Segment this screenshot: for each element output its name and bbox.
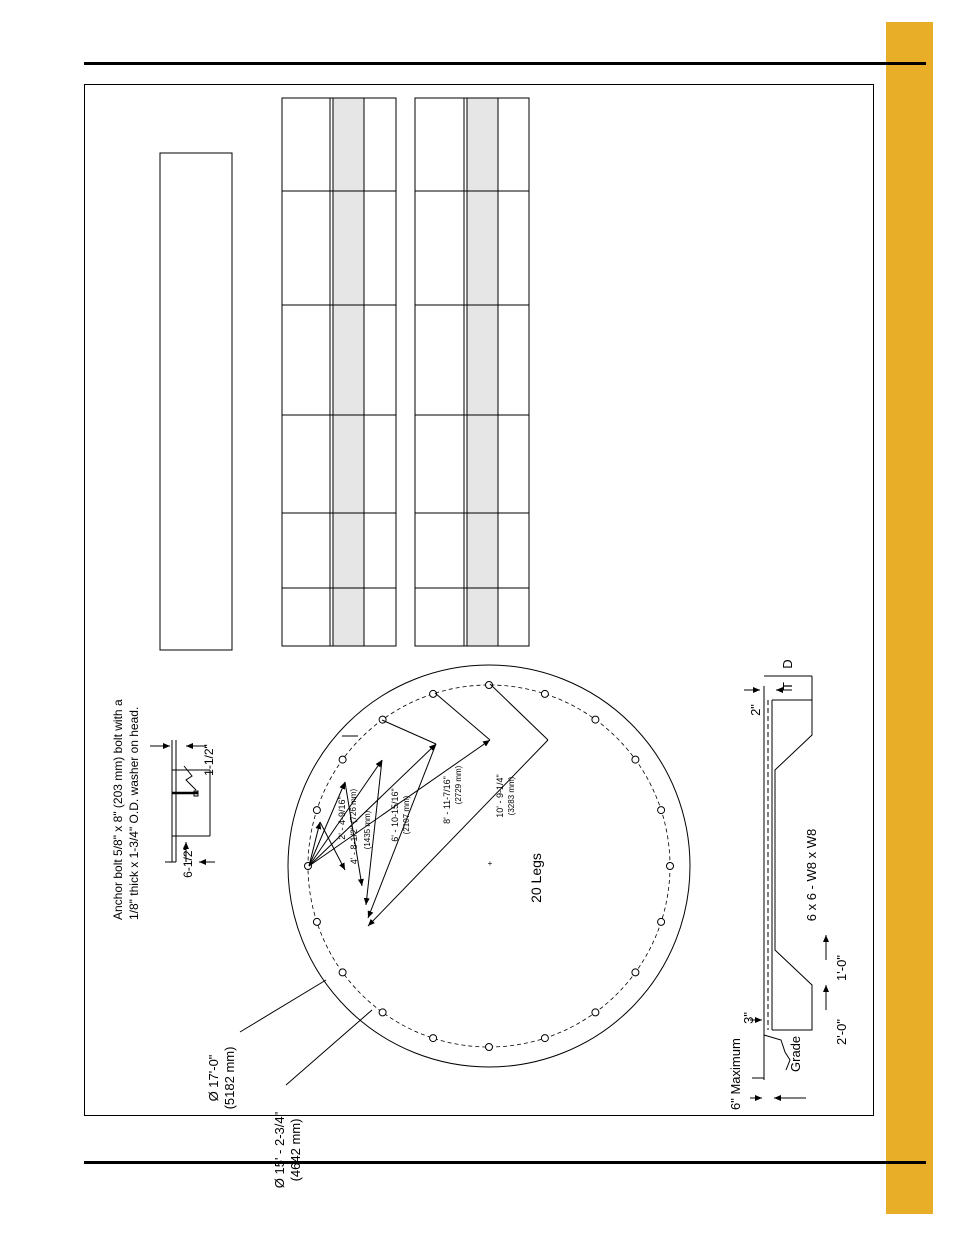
bolt-hole — [313, 918, 320, 925]
chord-5-ft: 10' - 9-1/4" — [495, 774, 505, 818]
two-ft-label: 2'-0" — [834, 1019, 849, 1045]
chord-2-ft: 4' - 8-1/2" — [349, 825, 359, 865]
bolt-hole — [658, 918, 665, 925]
plan-view — [206, 665, 690, 1188]
table-1 — [282, 98, 396, 646]
d-label: D — [780, 659, 795, 669]
bolt-hole — [541, 1035, 548, 1042]
bolt-hole — [632, 756, 639, 763]
bolt-hole — [592, 1009, 599, 1016]
one-ft-label: 1'-0" — [834, 955, 849, 981]
grade-label: Grade — [788, 1035, 803, 1072]
t-label: T — [780, 682, 795, 690]
bolt-hole — [632, 969, 639, 976]
anchor-note-line1: Anchor bolt 5/8" x 8" (203 mm) bolt with a — [111, 699, 125, 920]
chord-5-mm: (3283 mm) — [507, 776, 516, 816]
chord-2-mm: (1435 mm) — [363, 810, 372, 850]
two-in-label: 2" — [748, 704, 763, 716]
chord-3-ft: 6' - 10-15/16" — [390, 788, 400, 842]
table-2 — [415, 98, 529, 646]
legs-label: 20 Legs — [528, 853, 544, 903]
bolt-hole — [658, 807, 665, 814]
bolt-hole — [379, 1009, 386, 1016]
max-label: 6" Maximum — [728, 1038, 743, 1110]
bolt-dia-line1: Ø 15' - 2-3/4" — [272, 1111, 287, 1189]
bolt-hole — [379, 716, 386, 723]
anchor-note-line2: 1/8" thick x 1-3/4" O.D. washer on head. — [127, 706, 141, 920]
bolt-hole — [592, 716, 599, 723]
bolt-dia-line2: (4642 mm) — [288, 1118, 303, 1182]
bolt-hole — [667, 863, 674, 870]
outer-dia-line1: Ø 17'-0" — [206, 1054, 221, 1102]
three-in-label: 3" — [741, 1012, 756, 1024]
blank-title-box — [160, 153, 232, 650]
bolt-hole — [313, 807, 320, 814]
bolt-hole — [339, 969, 346, 976]
chord-4-mm: (2729 mm) — [454, 765, 463, 805]
center-mark: + — [487, 859, 493, 868]
anchor-dim-b: 6-1/2" — [181, 846, 195, 878]
chord-1-ft: 2' - 4-9/16" — [337, 796, 347, 840]
chord-4-ft: 8' - 11-7/16" — [442, 776, 452, 824]
bolt-hole — [339, 756, 346, 763]
anchor-bolt-detail — [111, 699, 216, 920]
mesh-label: 6 x 6 - W8 x W8 — [804, 828, 819, 922]
cross-section — [728, 659, 849, 1110]
bolt-hole — [430, 1035, 437, 1042]
chord-3-mm: (2107 mm) — [402, 795, 411, 835]
bolt-hole — [486, 1044, 493, 1051]
bolt-hole — [541, 690, 548, 697]
outer-dia-line2: (5182 mm) — [222, 1046, 237, 1110]
chord-1-mm: (726 mm) — [349, 788, 358, 824]
anchor-dim-a: 1-1/2" — [202, 744, 216, 776]
